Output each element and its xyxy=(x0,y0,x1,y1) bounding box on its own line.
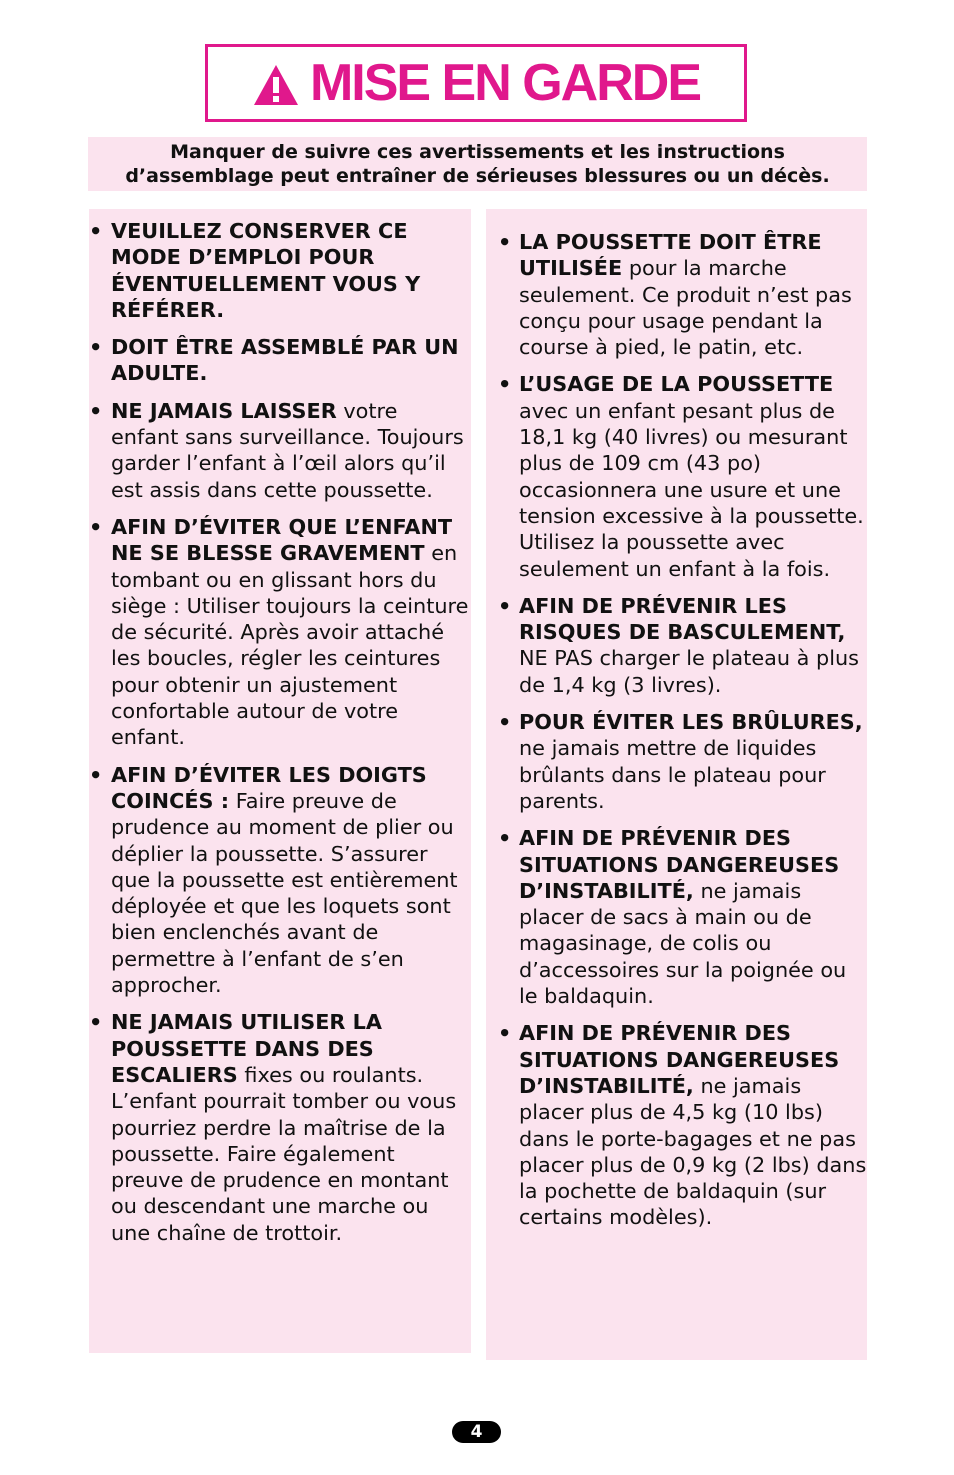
warning-item-text: ne jamais mettre de liquides brûlants dans le plateau pour parents. xyxy=(519,736,826,813)
warning-item xyxy=(89,334,471,387)
warning-item-heading: AFIN D’ÉVITER LES DOIGTS COINCÉS : xyxy=(111,762,427,813)
bullet: • xyxy=(498,230,512,254)
warning-item-text: en tombant ou en glissant hors du siège : Utiliser toujours la ceinture de sécurité. Après avoir attaché les boucles, régler les ceintures pour obtenir un ajustement confortable autour de votre enfant. xyxy=(111,541,469,750)
warning-item-heading: L’USAGE DE LA POUSSETTE xyxy=(519,372,834,397)
warning-item-text: Faire preuve de prudence au moment de plier ou déplier la poussette. S’assurer que la poussette est entièrement déployée et que les loquets sont bien enclenchés avant de permettre à l’enfant de s’en approcher. xyxy=(111,788,458,998)
bullet: • xyxy=(89,762,103,787)
warning-item-heading: AFIN DE PRÉVENIR DES SITUATIONS DANGEREUSES D’INSTABILITÉ, xyxy=(519,1021,840,1098)
warning-item xyxy=(486,229,867,360)
bullet: • xyxy=(498,1021,512,1046)
bullet: • xyxy=(498,826,512,851)
warning-item xyxy=(89,1009,471,1246)
warning-item-text: ne jamais placer de sacs à main ou de magasinage, de colis ou d’accessoires sur la poignée ou le baldaquin. xyxy=(519,878,847,1009)
warning-item xyxy=(486,825,867,1009)
left-warning-column xyxy=(89,209,471,1353)
warning-item-text: fixes ou roulants. L’enfant pourrait tomber ou vous pourriez perdre la maîtrise de la poussette. Faire également preuve de prudence en montant ou descendant une marche ou une chaîne de trottoir. xyxy=(111,1062,457,1245)
warning-item-heading: LA POUSSETTE DOIT ÊTRE UTILISÉE xyxy=(519,230,822,281)
bullet: • xyxy=(498,372,512,397)
warning-item xyxy=(89,218,471,323)
left-warning-list xyxy=(89,218,471,1246)
subtitle-line: d’assemblage peut entraîner de sérieuses blessures ou un décès. xyxy=(125,165,830,187)
warning-title-box xyxy=(205,44,747,122)
page-number: 4 xyxy=(452,1421,501,1443)
warning-item xyxy=(486,1020,867,1230)
warning-item-text: votre enfant sans surveillance. Toujours garder l’enfant à l’œil alors qu’il est assis dans cette poussette. xyxy=(111,398,464,502)
warning-item xyxy=(89,762,471,999)
warning-title: MISE EN GARDE xyxy=(309,54,701,112)
warning-item-text: NE PAS charger le plateau à plus de 1,4 kg (3 livres). xyxy=(519,646,860,697)
warning-item-text: pour la marche seulement. Ce produit n’est pas conçu pour usage pendant la course à pied, le patin, etc. xyxy=(519,256,852,360)
warning-item-heading: POUR ÉVITER LES BRÛLURES, xyxy=(519,710,863,735)
warning-item-heading: NE JAMAIS UTILISER LA POUSSETTE DANS DES ESCALIERS xyxy=(111,1010,383,1087)
warning-item xyxy=(486,709,867,814)
warning-item-heading: AFIN DE PRÉVENIR DES SITUATIONS DANGEREUSES D’INSTABILITÉ, xyxy=(519,826,840,903)
warning-item xyxy=(486,593,867,698)
warning-item-heading: VEUILLEZ CONSERVER CE MODE D’EMPLOI POUR ÉVENTUELLEMENT VOUS Y RÉFÉRER. xyxy=(111,219,421,322)
warning-item-heading: AFIN D’ÉVITER QUE L’ENFANT NE SE BLESSE GRAVEMENT xyxy=(111,514,453,566)
bullet: • xyxy=(89,1010,103,1035)
warning-item-text: avec un enfant pesant plus de 18,1 kg (40 livres) ou mesurant plus de 109 cm (43 po) occasionnera une usure et une tension excessive à la poussette. Utilisez la poussette avec seulement un enfant à la fois. xyxy=(519,398,864,581)
right-warning-list xyxy=(486,229,867,1231)
bullet: • xyxy=(498,710,512,735)
warning-item-text: ne jamais placer plus de 4,5 kg (10 lbs) dans le porte-bagages et ne pas placer plus de 0,9 kg (2 lbs) dans la pochette de baldaquin (sur certains modèles). xyxy=(519,1073,867,1230)
warning-item-heading: DOIT ÊTRE ASSEMBLÉ PAR UN ADULTE. xyxy=(111,335,459,386)
subtitle-line: Manquer de suivre ces avertissements et les instructions xyxy=(170,141,785,163)
bullet: • xyxy=(89,335,103,360)
warning-item xyxy=(89,514,471,751)
bullet: • xyxy=(89,398,103,423)
warning-triangle-icon xyxy=(252,63,300,107)
bullet: • xyxy=(89,219,103,243)
warning-item xyxy=(89,398,471,503)
right-warning-column xyxy=(486,209,867,1360)
warning-item-heading: AFIN DE PRÉVENIR LES RISQUES DE BASCULEMENT, xyxy=(519,593,846,645)
warning-item xyxy=(486,371,867,581)
bullet: • xyxy=(89,514,103,539)
bullet: • xyxy=(498,593,512,618)
warning-subtitle xyxy=(88,137,867,191)
warning-item-heading: NE JAMAIS LAISSER xyxy=(111,398,337,423)
